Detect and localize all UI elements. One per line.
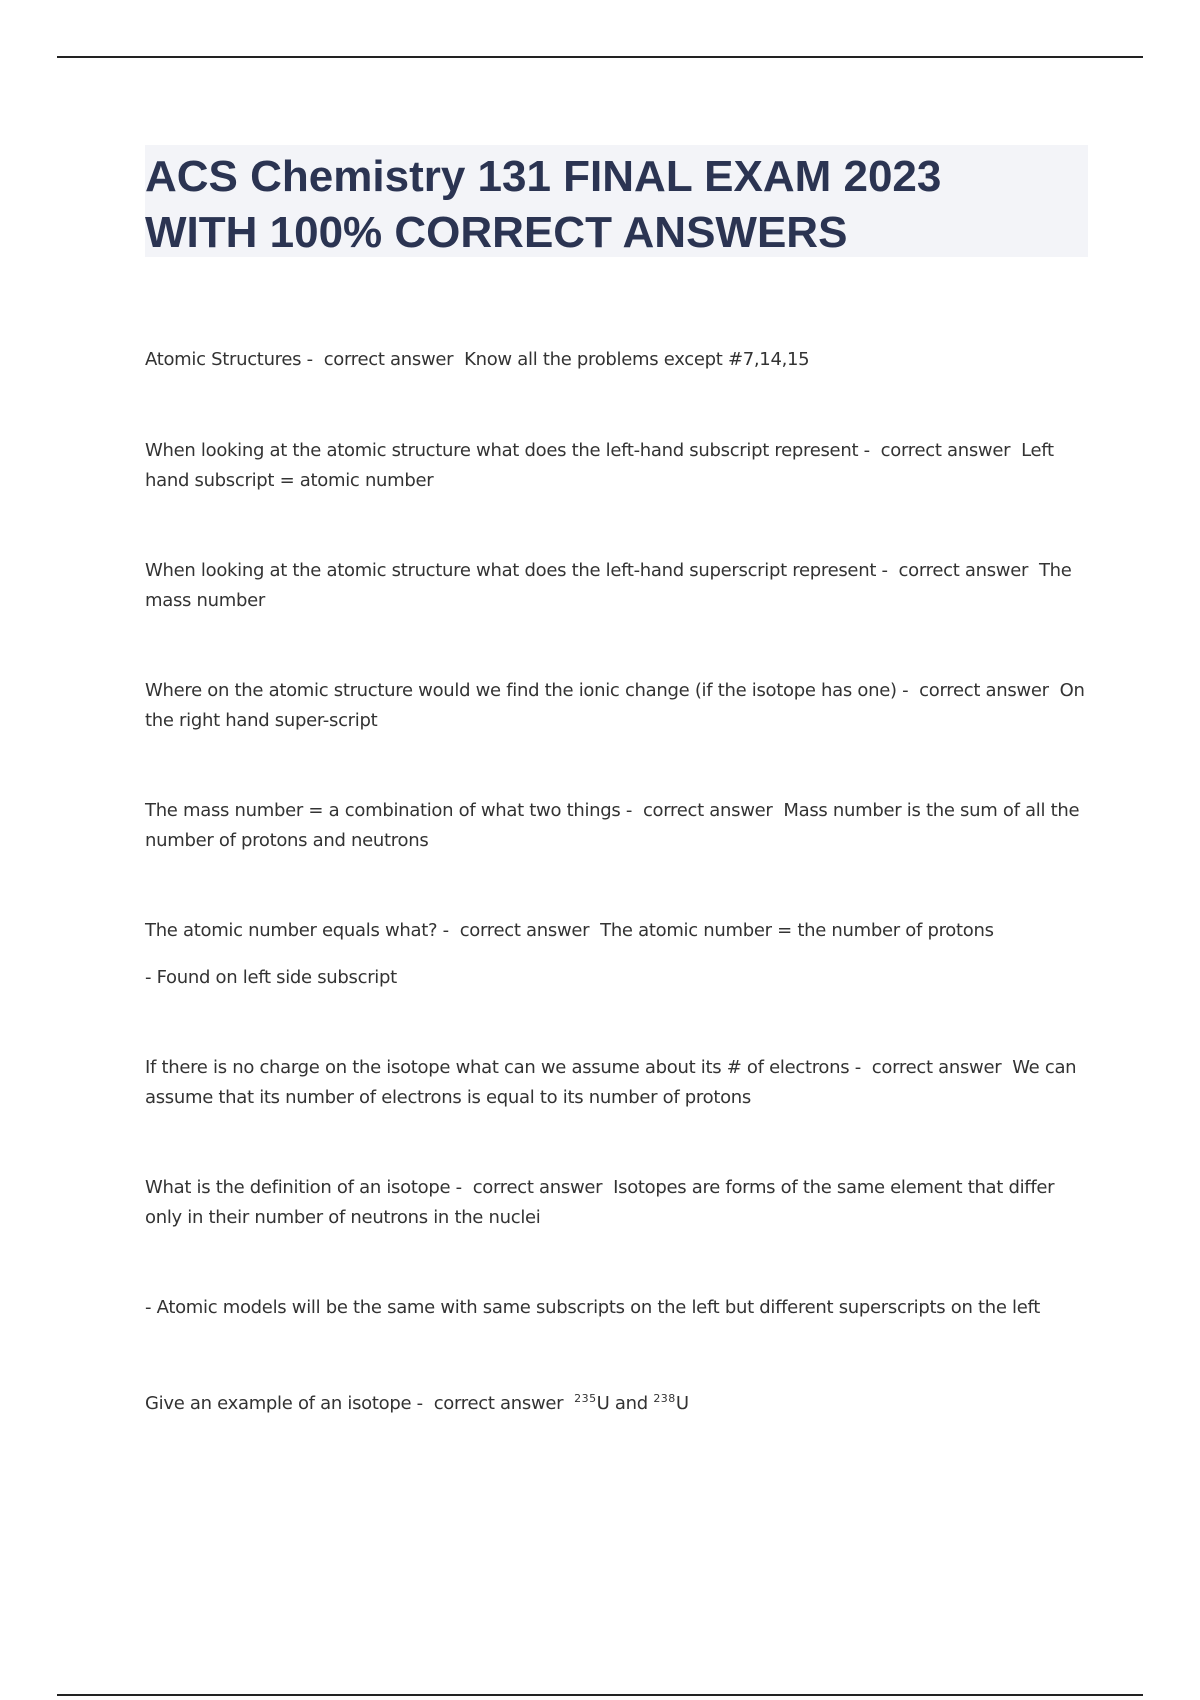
answer-separator: - correct answer bbox=[620, 800, 784, 821]
answer-separator: - correct answer bbox=[876, 560, 1039, 581]
answer-text: Left hand subscript = atomic number bbox=[145, 440, 1054, 491]
top-rule bbox=[57, 56, 1143, 58]
qa-item bbox=[145, 345, 1090, 375]
question-text: Where on the atomic structure would we find the ionic change (if the isotope has one) bbox=[145, 680, 897, 701]
answer-note: - Found on left side subscript bbox=[145, 967, 397, 988]
answer-text: On the right hand super-script bbox=[145, 680, 1085, 731]
title-line-2: WITH 100% CORRECT ANSWERS bbox=[145, 208, 848, 257]
answer-separator: - correct answer bbox=[896, 680, 1060, 701]
qa-item bbox=[145, 916, 1090, 946]
question-text: When looking at the atomic structure what does the left-hand subscript represent bbox=[145, 440, 859, 461]
answer-text: Know all the problems except #7,14,15 bbox=[464, 349, 810, 370]
question-text: What is the definition of an isotope bbox=[145, 1177, 451, 1198]
question-text: Atomic Structures bbox=[145, 349, 302, 370]
question-text: The atomic number equals what? bbox=[145, 920, 438, 941]
answer-separator: - correct answer bbox=[858, 440, 1022, 461]
mass-number-superscript: 235 bbox=[574, 1392, 597, 1405]
qa-item bbox=[145, 1053, 1090, 1113]
answer-separator: - correct answer bbox=[450, 1177, 614, 1198]
answer-text: The atomic number = the number of protons bbox=[600, 920, 994, 941]
document-title bbox=[145, 145, 1088, 257]
conjunction: and bbox=[609, 1393, 654, 1414]
mass-number-superscript: 238 bbox=[653, 1392, 676, 1405]
isotope-note: - Atomic models will be the same with same subscripts on the left but different superscripts on the left bbox=[145, 1297, 1041, 1318]
answer-separator: - correct answer bbox=[411, 1393, 575, 1414]
answer-separator: - correct answer bbox=[301, 349, 465, 370]
answer-text: Isotopes are forms of the same element that differ only in their number of neutrons in the nuclei bbox=[145, 1177, 1055, 1228]
qa-item bbox=[145, 436, 1090, 496]
question-text: Give an example of an isotope bbox=[145, 1393, 412, 1414]
answer-text bbox=[574, 1393, 689, 1414]
title-line-1: ACS Chemistry 131 FINAL EXAM 2023 bbox=[145, 152, 942, 201]
qa-item bbox=[145, 556, 1090, 616]
bottom-rule bbox=[57, 1694, 1143, 1696]
question-text: When looking at the atomic structure what does the left-hand superscript represent bbox=[145, 560, 877, 581]
element-symbol: U bbox=[675, 1393, 689, 1414]
answer-separator: - correct answer bbox=[849, 1057, 1013, 1078]
answer-separator: - correct answer bbox=[437, 920, 601, 941]
qa-item bbox=[145, 676, 1090, 736]
answer-text: We can assume that its number of electrons is equal to its number of protons bbox=[145, 1057, 1077, 1108]
question-text: The mass number = a combination of what two things bbox=[145, 800, 621, 821]
answer-text: Mass number is the sum of all the number of protons and neutrons bbox=[145, 800, 1080, 851]
qa-item bbox=[145, 1173, 1090, 1233]
qa-item bbox=[145, 796, 1090, 856]
question-text: If there is no charge on the isotope what can we assume about its # of electrons bbox=[145, 1057, 850, 1078]
element-symbol: U bbox=[596, 1393, 610, 1414]
answer-text: The mass number bbox=[145, 560, 1072, 611]
qa-item bbox=[145, 1384, 1090, 1419]
